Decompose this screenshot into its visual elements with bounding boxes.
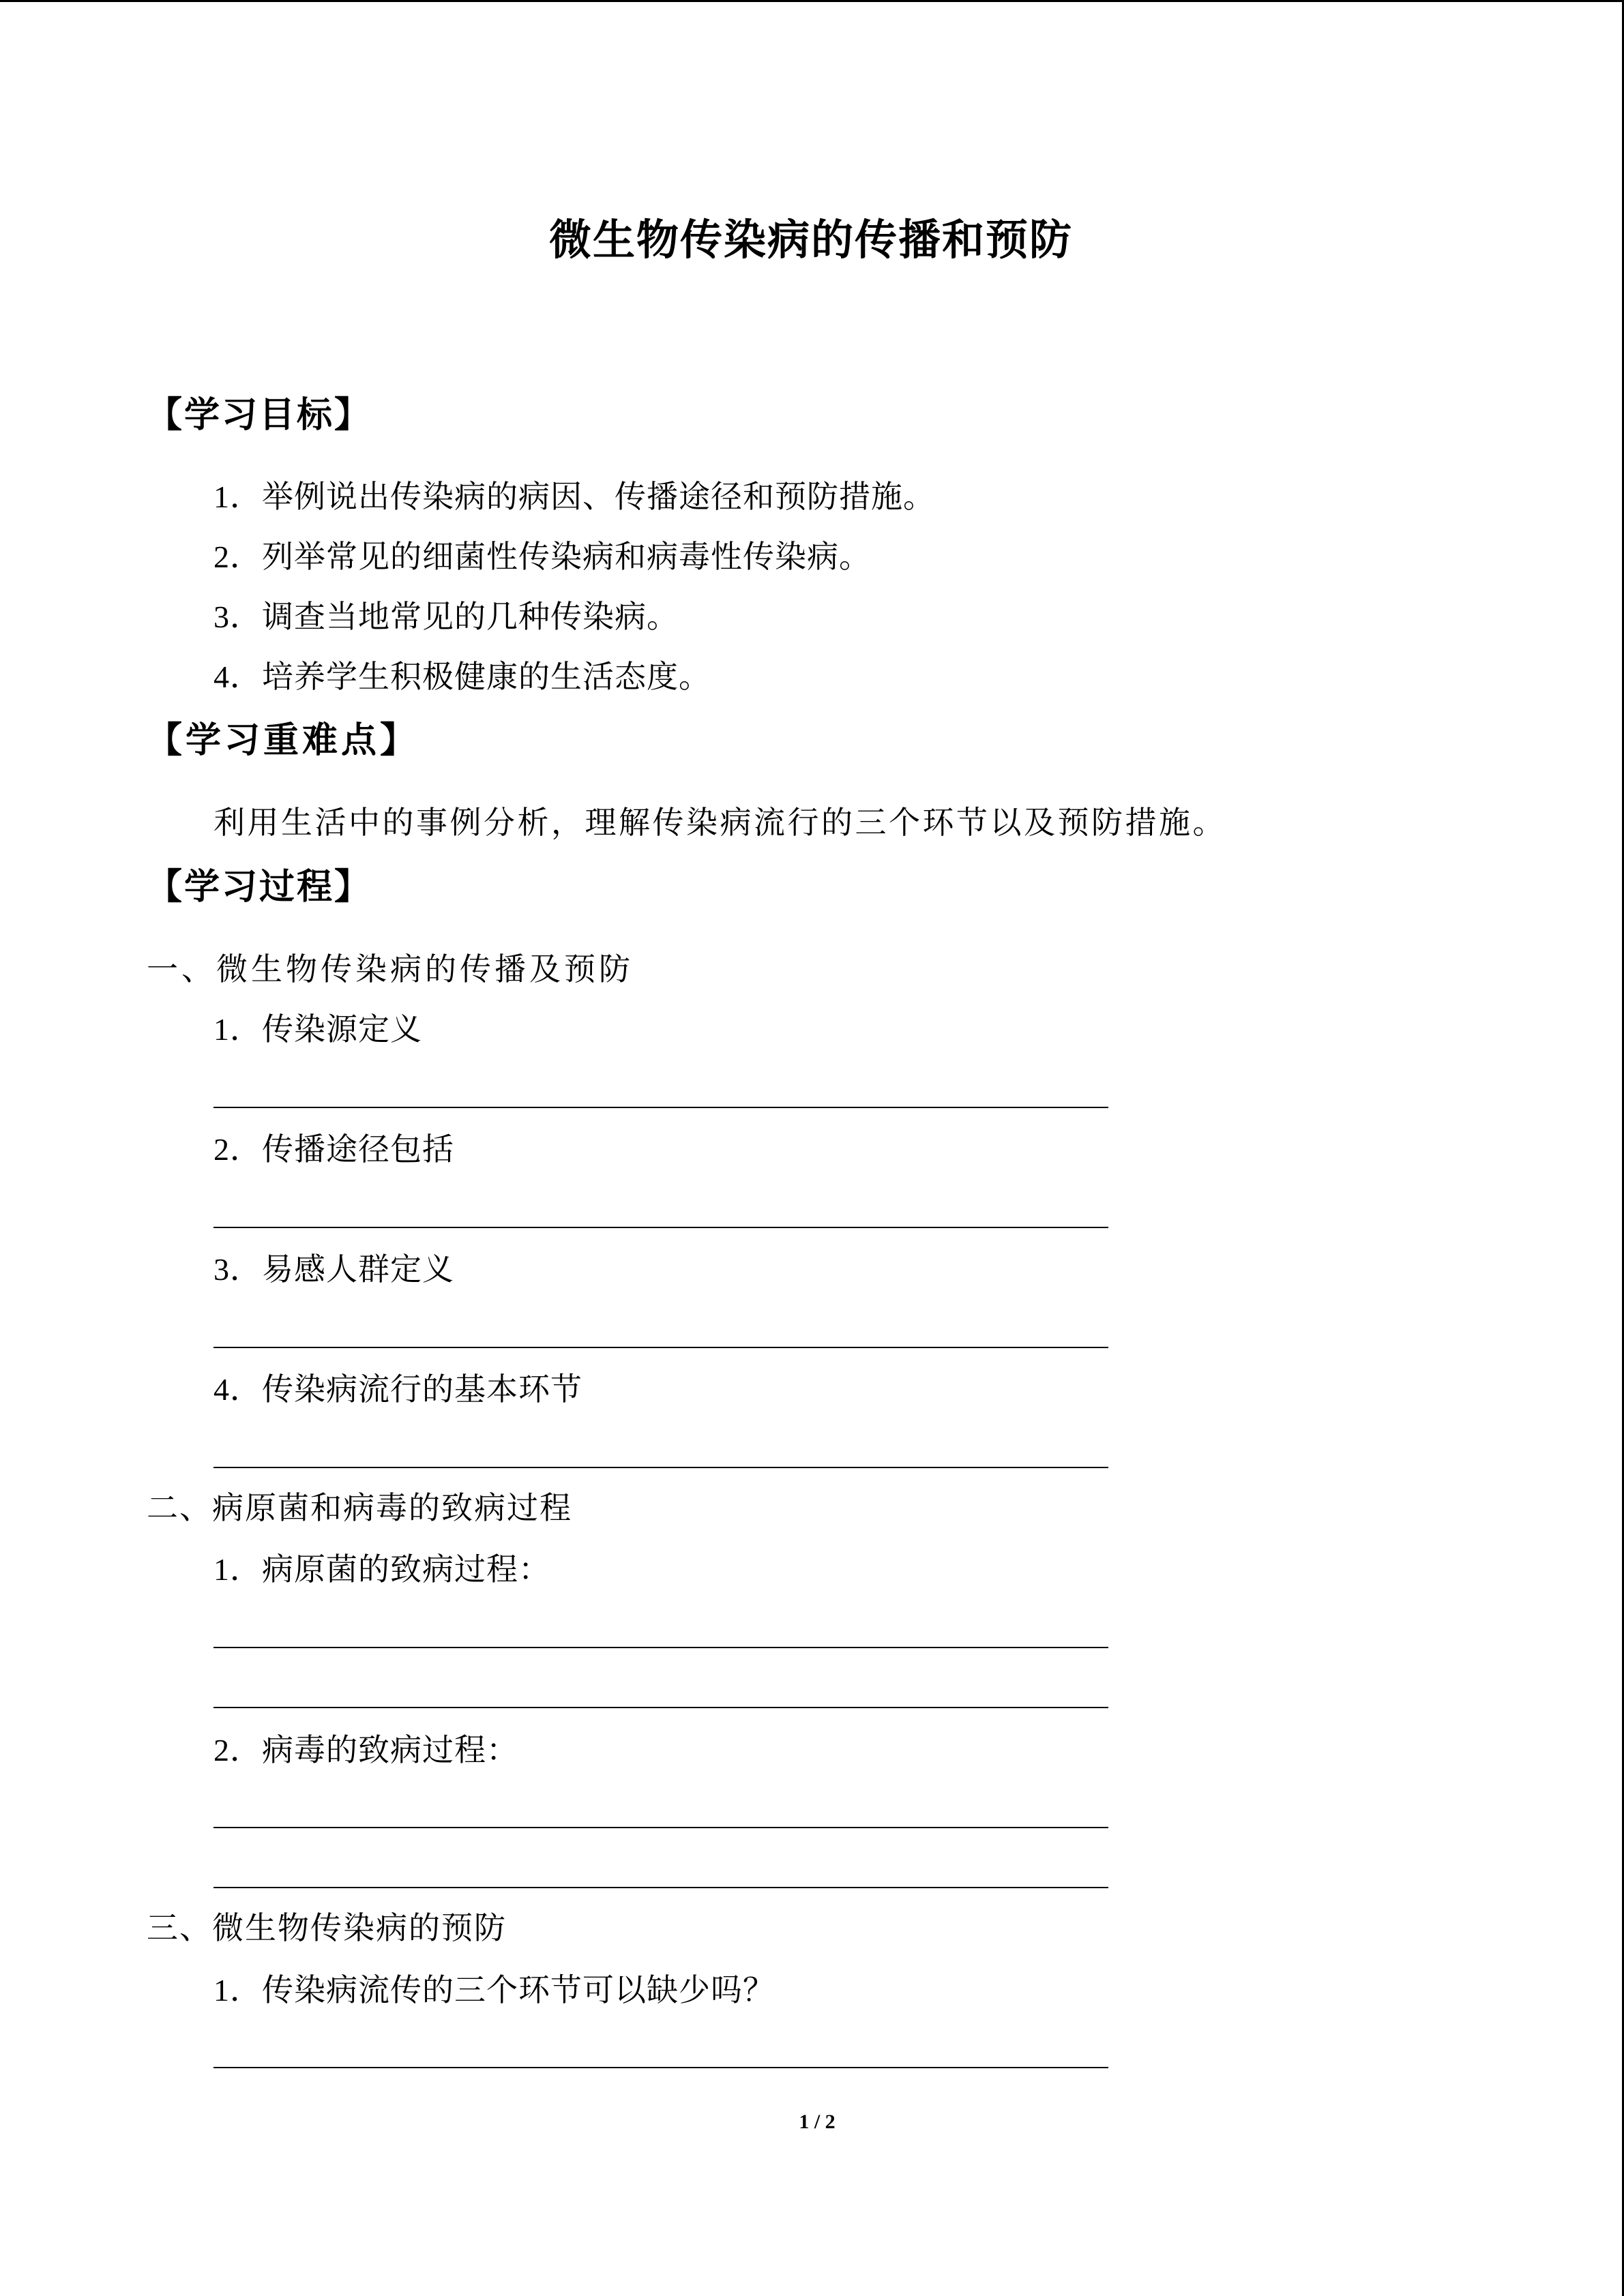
part-title: 三、微生物传染病的预防 <box>147 1911 507 1945</box>
question-prompt: 1．传染病流传的三个环节可以缺少吗？ <box>213 1973 775 2008</box>
answer-line <box>213 1347 1108 1348</box>
part-title: 一、微生物传染病的传播及预防 <box>147 952 634 987</box>
question-prompt: 3．易感人群定义 <box>213 1252 454 1287</box>
answer-line <box>213 1467 1108 1468</box>
objective-item: 3．调查当地常见的几种传染病。 <box>213 599 679 634</box>
question-prompt: 1．传染源定义 <box>213 1012 422 1047</box>
answer-line <box>213 1107 1108 1108</box>
part-title: 二、病原菌和病毒的致病过程 <box>147 1491 572 1525</box>
answer-line <box>213 1827 1108 1828</box>
page-number: 1 / 2 <box>799 2111 836 2133</box>
document-title: 微生物传染病的传播和预防 <box>548 218 1073 264</box>
question-prompt: 1．病原菌的致病过程： <box>213 1552 550 1587</box>
section-heading-objectives: 【学习目标】 <box>147 396 372 435</box>
question-prompt: 2．传播途径包括 <box>213 1132 454 1167</box>
key-points-text: 利用生活中的事例分析，理解传染病流行的三个环节以及预防措施。 <box>213 805 1226 840</box>
answer-line <box>213 1227 1108 1228</box>
objective-item: 1．举例说出传染病的病因、传播途径和预防措施。 <box>213 479 935 514</box>
objective-item: 2．列举常见的细菌性传染病和病毒性传染病。 <box>213 539 871 574</box>
answer-line <box>213 1647 1108 1648</box>
answer-line <box>213 2067 1108 2068</box>
question-prompt: 2．病毒的致病过程： <box>213 1733 518 1768</box>
answer-line <box>213 1707 1108 1708</box>
question-prompt: 4．传染病流行的基本环节 <box>213 1372 582 1407</box>
objective-item: 4．培养学生积极健康的生活态度。 <box>213 659 711 694</box>
section-heading-key-points: 【学习重难点】 <box>147 721 419 760</box>
answer-line <box>213 1887 1108 1888</box>
section-heading-process: 【学习过程】 <box>147 868 372 907</box>
